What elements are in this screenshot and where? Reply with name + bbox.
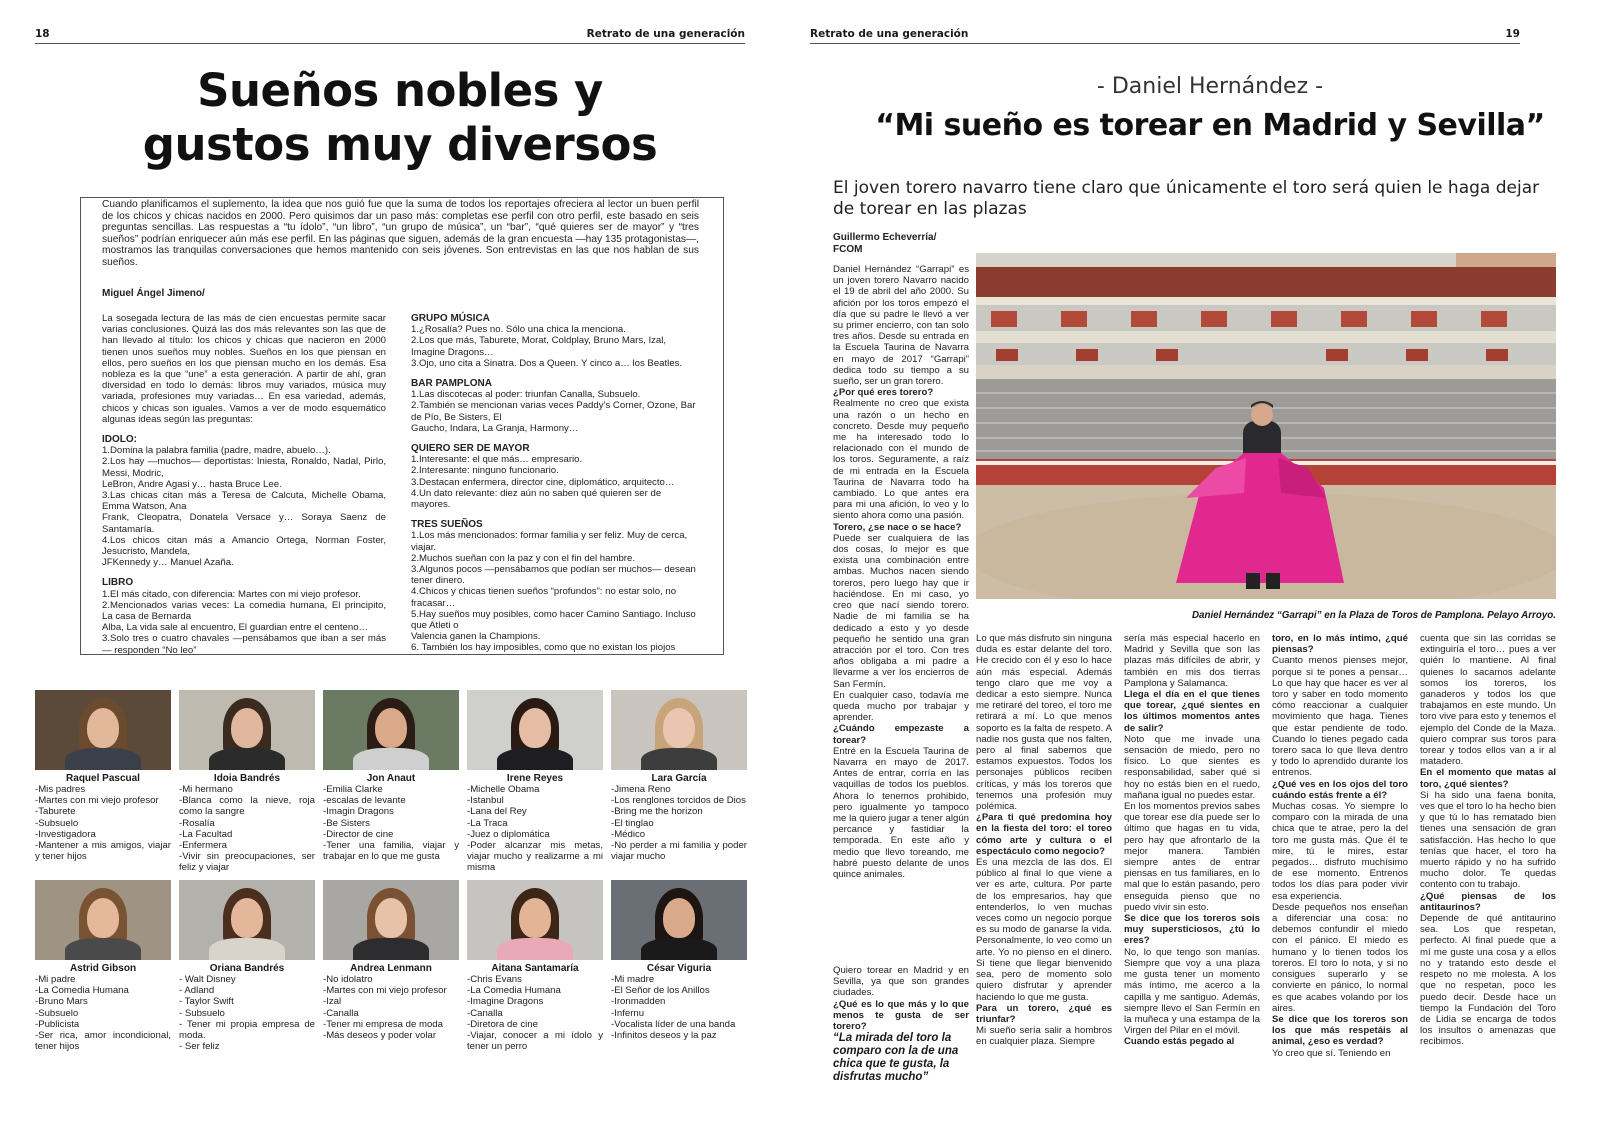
survey-section xyxy=(411,519,701,653)
respondent-answer: -Blanca como la nieve, roja como la sangre xyxy=(179,795,315,818)
respondent-answer: -Ser rica, amor incondicional, tener hijos xyxy=(35,1030,171,1053)
survey-line: 2.Mencionados varias veces: La comedia humana, El principito, La casa de Bernarda xyxy=(102,599,386,623)
interview-question: toro, en lo más íntimo, ¿qué piensas? xyxy=(1272,633,1408,656)
respondent-answer: -El tinglao xyxy=(611,817,654,829)
respondent-answer: -Vocalista líder de una banda xyxy=(611,1018,736,1030)
pull-quote: “La mirada del toro la comparo con la de una chica que te gusta, la disfrutas mucho” xyxy=(833,1032,959,1083)
respondent-photo xyxy=(35,880,171,960)
respondent-answer: -Tener mi empresa de moda xyxy=(323,1018,443,1030)
torso-shape xyxy=(497,748,573,770)
survey-section xyxy=(102,577,386,655)
respondent-card xyxy=(611,880,747,1041)
survey-line: 1.Domina la palabra familia (padre, madre, abuelo…). xyxy=(102,445,331,457)
respondent-photo xyxy=(323,880,459,960)
survey-column-left xyxy=(102,313,386,656)
torso-shape xyxy=(641,748,717,770)
respondent-name: Lara García xyxy=(651,773,707,784)
survey-line: Frank, Cleopatra, Donatela Versace y… Soraya Saenz de Santamaría. xyxy=(102,512,386,535)
survey-line: 3.Ojo, uno cita a Sinatra. Dos a Queen. Y cinco a… los Beatles. xyxy=(411,357,683,369)
respondent-name: César Viguria xyxy=(646,963,712,974)
respondent-name: Astrid Gibson xyxy=(69,963,137,974)
respondent-name: Idoia Bandrés xyxy=(213,773,281,784)
respondent-answer: -Bruno Mars xyxy=(35,996,88,1008)
respondent-answers xyxy=(179,784,315,874)
article-title xyxy=(60,64,740,172)
interview-column-5 xyxy=(1420,633,1556,1048)
interview-question: Cuando estás pegado al xyxy=(1124,1036,1235,1048)
survey-line: LeBron, Andre Agasi y… hasta Bruce Lee. xyxy=(102,478,282,490)
respondent-answers xyxy=(467,974,603,1052)
survey-line: 2.Interesante: ninguno funcionario. xyxy=(411,465,559,477)
respondent-answer: -Emilia Clarke xyxy=(323,784,383,795)
survey-line: JFKennedy y… Manuel Azaña. xyxy=(102,557,234,569)
respondent-answer: -No idolatro xyxy=(323,974,373,985)
face-shape xyxy=(87,708,119,748)
respondent-answer: -Diretora de cine xyxy=(467,1018,538,1030)
respondent-answer: -Taburete xyxy=(35,806,76,818)
respondent-answer: - Walt Disney xyxy=(179,974,236,985)
respondent-photo xyxy=(611,690,747,770)
respondent-photo xyxy=(179,690,315,770)
interview-column-3 xyxy=(1124,633,1260,1048)
respondent-answers xyxy=(35,974,171,1052)
respondent-answer: -escalas de levante xyxy=(323,795,406,807)
respondent-answer: -Más deseos y poder volar xyxy=(323,1030,437,1042)
respondent-card xyxy=(179,690,315,874)
respondent-answer: -Juez o diplomática xyxy=(467,828,550,840)
intro-paragraph: Cuando planificamos el suplemento, la idea que nos guió fue que la suma de todos los reportajes ofreciera al lector un buen perfil de los chicos y chicas nacidos en 2000. Pero quisimos dar un paso más: completas ese perfil con otro perfil, este basado en seis preguntas sencillas. Las respuestas a “tu ídolo”, “un libro”, “un grupo de música”, un “bar”, “qué quieres ser de mayor” y “tres sueños” podrían enriquecer aún más ese perfil. En las páginas que siguen, además de la gran encuesta —hay 135 protagonistas—, mostramos las tranquilas conversaciones que hemos mantenido con seis jóvenes. Son entrevistas en las que nos hablan de sus sueños. xyxy=(102,199,699,268)
survey-line: 2.También se mencionan varias veces Paddy’s Corner, Ozone, Bar de Pío, Be Sisters, El xyxy=(411,400,696,423)
survey-line: 4.Los chicos citan más a Amancio Ortega, Norman Foster, Jesucristo, Mandela, xyxy=(102,534,386,558)
respondent-card xyxy=(323,690,459,862)
interview-answer: Muchas cosas. Yo siempre lo comparo con la mirada de una chica que te atrae, pero la del toro me gusta más. Que él te mire, tú le mires, estar pegados… disfruto muchísimo de ese momento. Entrenos todos los días para poder vivir esa experiencia. xyxy=(1272,801,1408,902)
survey-line: 1.Los más mencionados: formar familia y ser feliz. Muy de cerca, viajar. xyxy=(411,530,688,553)
respondent-answer: -La Facultad xyxy=(179,828,233,840)
respondent-answer: -El Señor de los Anillos xyxy=(611,985,710,997)
torso-shape xyxy=(209,748,285,770)
respondent-answers xyxy=(179,974,315,1052)
respondent-name: Aitana Santamaría xyxy=(491,963,579,974)
interview-question: Llega el día en el que tienes que torear, ¿qué sientes en los últimos momentos antes de salir? xyxy=(1124,689,1260,734)
survey-section xyxy=(411,378,701,434)
torso-shape xyxy=(353,748,429,770)
left-page xyxy=(0,0,790,1124)
interview-answer: En los momentos previos sabes que torear ese día puede ser lo último que hagas en tu vida, pero hay que afrontarlo de la mejor manera. También siempre antes de entrar piensas en tus familiares, en lo mal que lo están pasando, pero enseguida pienso que no puedo vivir sin esto. xyxy=(1124,801,1260,913)
survey-line: 2.Muchos sueñan con la paz y con el fin del hambre. xyxy=(411,552,635,564)
interview-byline xyxy=(833,232,936,256)
respondent-answer: -Mi hermano xyxy=(179,784,233,795)
interview-answer: Yo creo que sí. Teniendo en xyxy=(1272,1047,1391,1059)
byline-org: FCOM xyxy=(833,244,863,255)
respondent-answer: -No perder a mi familia y poder viajar mucho xyxy=(611,840,747,863)
respondent-answers xyxy=(467,784,603,874)
face-shape xyxy=(375,898,407,938)
respondent-card xyxy=(467,690,603,874)
survey-column-right xyxy=(411,313,701,654)
respondent-answers xyxy=(323,784,459,862)
survey-line: 1.Las discotecas al poder: triunfan Canalla, Subsuelo. xyxy=(411,389,641,401)
face-shape xyxy=(375,708,407,748)
interview-question: ¿Cuándo empezaste a torear? xyxy=(833,723,969,746)
respondent-answer: -Enfermera xyxy=(179,840,227,852)
survey-line: Valencia ganen la Champions. xyxy=(411,631,541,643)
respondent-answer: -Imagine Dragons xyxy=(467,996,544,1008)
survey-section-heading: BAR PAMPLONA xyxy=(411,378,492,390)
interview-answer: Entré en la Escuela Taurina de Navarra en mayo de 2017. Antes de entrar, corría en las vaquillas de todos los pueblos. Ahora lo tenemos prohibido, pero igualmente yo tampoco me la quiero jugar a tener algún percance y fastidiar la temporada. En este año y medio que llevo toreando, me habré puesto delante de unos quince animales. xyxy=(833,745,969,880)
respondent-answer: -Rosalía xyxy=(179,817,215,829)
respondent-answer: -Director de cine xyxy=(323,828,394,840)
respondent-answer: -Bring me the horizon xyxy=(611,806,703,818)
respondent-answer: -Médico xyxy=(611,828,646,840)
respondent-answer: - Subsuelo xyxy=(179,1007,225,1019)
survey-section-heading: LIBRO xyxy=(102,577,134,589)
survey-line: 1.El más citado, con diferencia: Martes con mi viejo profesor. xyxy=(102,588,361,600)
section-title: Retrato de una generación xyxy=(586,28,745,40)
respondent-answer: -Subsuelo xyxy=(35,817,79,829)
interview-answer: Noto que me invade una sensación de miedo, pero no físico. Lo que sientes es responsabilidad, saber qué si hoy no estás bien en el ruedo, mañana igual no puedes estar. xyxy=(1124,733,1260,801)
interview-question: En el momento que matas al toro, ¿qué sientes? xyxy=(1420,767,1556,790)
survey-section-heading: GRUPO MÚSICA xyxy=(411,313,490,324)
respondent-answer: - Adland xyxy=(179,985,215,997)
survey-line: Gaucho, Indara, La Granja, Harmony… xyxy=(411,422,579,434)
photo-caption: Daniel Hernández “Garrapi” en la Plaza de Toros de Pamplona. Pelayo Arroyo. xyxy=(1191,610,1556,621)
interview-answer: No, lo que tengo son manías. Siempre que voy a una plaza me gusta tener un momento más íntimo, me acerco a la capilla y me santiguo. Además, siempre llevo el San Fermín en la muñeca y una estampa de la Virgen del Pilar en el móvil. xyxy=(1124,946,1260,1037)
respondent-answer: -Istanbul xyxy=(467,795,504,807)
survey-line: 4.Un dato relevante: diez aún no saben qué quieren ser de mayores. xyxy=(411,487,662,511)
survey-line: 3.Destacan enfermera, director cine, diplomático, arquitecto… xyxy=(411,476,675,488)
respondent-answer: -La Comedia Humana xyxy=(35,985,129,997)
respondent-answers xyxy=(323,974,459,1041)
page-header xyxy=(35,28,745,44)
interview-answer: Mi sueño sería salir a hombros en cualquier plaza. Siempre xyxy=(976,1025,1112,1048)
interview-answer: Cuanto menos pienses mejor, porque si te pones a pensar… Lo que hay que hacer es ver al toro y saber en todo momento cómo reaccionar a cualquier movimiento que haga. Tienes que estar pendiente de todo. Cuando lo tienes pegado cada torero saca lo que lleva dentro y todo lo aprendido durante los entrenos. xyxy=(1272,655,1408,779)
interview-answer: Es una mezcla de las dos. El público al final lo que viene a ver es arte, cultura. Por parte de los empresarios, hay que entenderlos, lo ven muchas veces como un negocio porque es su modo de ganarse la vida. Personalmente, lo veo como un arte. Yo no pienso en el dinero. Si tiene que llegar bienvenido sea, pero de momento solo quiero disfrutar y aprender haciendo lo que me gusta. xyxy=(976,857,1112,1003)
respondent-name: Raquel Pascual xyxy=(66,773,140,784)
respondent-answer: -Mis padres xyxy=(35,784,86,795)
survey-line: 2.Los que más, Taburete, Morat, Coldplay, Bruno Mars, Izal, Imagine Dragons… xyxy=(411,335,667,358)
interview-answer: Quiero torear en Madrid y en Sevilla, ya que son grandes ciudades. xyxy=(833,965,969,999)
respondent-answer: - Taylor Swift xyxy=(179,996,234,1008)
torso-shape xyxy=(353,938,429,960)
face-shape xyxy=(87,898,119,938)
interview-question: Torero, ¿se nace o se hace? xyxy=(833,521,962,533)
interview-answer: Desde pequeños nos enseñan a diferenciar una cosa: no debemos confundir el miedo con el pánico. El miedo es humano y lo tienen todos los toreros. El toro lo nota, y si no consigues superarlo y se convierte en pánico, lo normal es que acabes volando por los aires. xyxy=(1272,901,1408,1014)
interview-question: Se dice que los toreros sois muy supersticiosos, ¿tú lo eres? xyxy=(1124,913,1260,947)
respondent-answer: -Vivir sin preocupaciones, ser feliz y viajar xyxy=(179,851,315,874)
interview-answer: Lo que más disfruto sin ninguna duda es estar delante del toro. He crecido con él y eso lo hace aún más especial. Además tengo claro que me voy a dedicar a esto siempre. Nunca me retiraré del toreo, el toro me retirará a mí. Lo que menos soporto es la falta de respeto. A nadie nos gusta que nos falten, pero al final sabemos que estamos expuestos. Todos los personajes públicos reciben críticas, y más los toreros que tenemos una profesión muy polémica. xyxy=(976,633,1112,813)
respondent-photo xyxy=(323,690,459,770)
interview-headline: “Mi sueño es torear en Madrid y Sevilla” xyxy=(875,108,1545,143)
page-number: 18 xyxy=(35,28,50,40)
survey-line: 1.Interesante: el que más… empresario. xyxy=(411,454,583,466)
respondent-answer: -Martes con mi viejo profesor xyxy=(35,795,159,807)
respondent-answer: -Jimena Reno xyxy=(611,784,671,795)
title-line-2: gustos muy diversos xyxy=(142,118,658,171)
survey-line: 1.¿Rosalía? Pues no. Sólo una chica la menciona. xyxy=(411,324,626,336)
respondent-answer: -Mi padre xyxy=(35,974,76,985)
respondent-answer: -Be Sisters xyxy=(323,817,370,829)
respondent-answer: -Ironmadden xyxy=(611,996,666,1008)
respondent-answer: -Investigadora xyxy=(35,828,96,840)
torso-shape xyxy=(641,938,717,960)
respondent-answer: - Ser feliz xyxy=(179,1041,220,1053)
respondent-photo xyxy=(35,690,171,770)
interview-answer: En cualquier caso, todavía me queda mucho por trabajar y aprender. xyxy=(833,689,969,724)
respondent-card xyxy=(467,880,603,1052)
respondent-name: Irene Reyes xyxy=(506,773,564,784)
respondent-answer: -Infernu xyxy=(611,1007,645,1019)
interview-answer: sería más especial hacerlo en Madrid y Sevilla que son las plazas más difíciles de abrir, y también en mis dos tierras Pamplona y Salamanca. xyxy=(1124,633,1260,689)
interview-column-2 xyxy=(976,633,1112,1048)
torso-shape xyxy=(497,938,573,960)
respondent-photo xyxy=(611,880,747,960)
survey-line: 3.Las chicas citan más a Teresa de Calcuta, Michelle Obama, Emma Watson, Ana xyxy=(102,490,386,513)
face-shape xyxy=(663,898,695,938)
respondent-answers xyxy=(611,784,747,862)
interview-answer: Daniel Hernández “Garrapi” es un joven torero Navarro nacido el 19 de abril del año 2000. Su afición por los toros empezó el día que su padre le llevó a ver su primer encierro, con tan solo tres años. Desde su entrada en la Escuela Taurina de Navarra en mayo de 2017 “Garrapi” dedica todo su tiempo a su sueño, ser un gran torero. xyxy=(833,264,969,388)
page-number: 19 xyxy=(1505,28,1520,40)
survey-line: 6. También los hay imposibles, como que no existan los piojos xyxy=(411,642,676,654)
respondent-answers xyxy=(35,784,171,862)
respondent-answer: -Los renglones torcidos de Dios xyxy=(611,795,746,807)
byline: Miguel Ángel Jimeno/ xyxy=(102,288,205,299)
interview-question: ¿Qué ves en los ojos del toro cuándo estás frente a él? xyxy=(1272,778,1408,801)
respondent-answer: -Canalla xyxy=(467,1007,503,1019)
respondent-card xyxy=(179,880,315,1052)
respondent-answer: - Tener mi propia empresa de moda. xyxy=(179,1018,315,1042)
interview-question: Se dice que los toreros son los que más respetáis al animal, ¿eso es verdad? xyxy=(1272,1013,1408,1048)
interview-column-4 xyxy=(1272,633,1408,1059)
respondent-answer: -Imagin Dragons xyxy=(323,806,394,818)
survey-section xyxy=(411,443,701,510)
respondent-name: Oriana Bandrés xyxy=(209,963,285,974)
interview-answer: Depende de qué antitaurino sea. Los que respetan, perfecto. Al final puede que a mí me guste una cosa y a ellos no y tratando esto desde el respeto no me molesta. A los que no respetan, poco les puedo decir. Desde hace un tiempo la Fundación del Toro de Lidia se encarga de todos los insultos o amenazas que recibimos. xyxy=(1420,913,1556,1048)
interview-answer: Si ha sido una faena bonita, ves que el toro lo ha hecho bien y que tú lo has rematado bien tienes una sensación de gran satisfacción. Has hecho lo que tenías que hacer, el toro ha muerto rápido y no ha sufrido mucho dolor. Te quedas contento con tu trabajo. xyxy=(1420,789,1557,891)
interview-column-1-bottom xyxy=(833,965,969,1032)
respondent-answer: -Chris Evans xyxy=(467,974,522,985)
survey-section xyxy=(411,313,701,369)
survey-section-heading: IDOLO: xyxy=(102,434,137,446)
face-shape xyxy=(663,708,695,748)
respondent-answer: -Tener una familia, viajar y trabajar en lo que me gusta xyxy=(323,840,459,863)
interview-answer: cuenta que sin las corridas se extinguiría el toro… pues a ver quién lo mantiene. Al final quienes lo sacamos adelante somos los toreros, los ganaderos y todos los que trabajamos en este mundo. Un toro vive para esto y tenemos el ejemplo del Conde de la Maza. quiero comprar sus toros para torear y todos ellos van a ir al matadero. xyxy=(1420,633,1556,768)
byline-name: Guillermo Echeverría/ xyxy=(833,232,937,243)
respondent-answer: -Lana del Rey xyxy=(467,806,527,818)
face-shape xyxy=(519,708,551,748)
interview-question: ¿Qué piensas de los antitaurinos? xyxy=(1420,890,1556,913)
respondent-answers xyxy=(611,974,747,1041)
respondent-answer: -Izal xyxy=(323,996,342,1008)
title-line-1: Sueños nobles y xyxy=(197,64,603,117)
interview-answer: Puede ser cualquiera de las dos cosas, lo mejor es que exista una combinación entre ambas. Muchos nacen siendo toreros, pero luego hay que ir haciéndose. En mi caso, yo creo que nací siendo torero. Nadie de mi familia se ha dedicado a esto y yo desde pequeño he sentido una gran atracción por el toro. Con tres años obligaba a mi padre a llevarme a ver los encierros de San Fermín. xyxy=(833,532,969,690)
survey-intro: La sosegada lectura de las más de cien encuestas permite sacar varias conclusiones. Quizá las dos más relevantes son las que de han llevado al título: los chicos y chicas que nacieron en 2000 tienen unos sueños muy nobles. Sueños en los que piensan en ellos, pero sueños en los que piensan mucho en los demás. Esa nobleza es la que “une” a esta generación. A partir de ahí, gran diversidad en todo lo demás: libros muy variados, música muy variada, profesiones muy variadas… En esa variedad, además, chicos y chicas son iguales. Vamos a ver de modo esquemático algunas ideas según las preguntas: xyxy=(102,313,386,425)
interview-question: ¿Para ti qué predomina hoy en la fiesta del toro: el toreo cómo arte y cultura o el espectáculo como negocio? xyxy=(976,812,1112,857)
interview-subhead: El joven torero navarro tiene claro que únicamente el toro será quien le haga dejar de torear en las plazas xyxy=(833,178,1540,219)
interview-answer: Realmente no creo que exista una razón o un hecho en concreto. Desde muy pequeño me ha interesado todo lo relacionado con el mundo de los toros. Seguramente, a raíz de mi entrada en la Escuela Taurina de Navarra todo ha cambiado. Lo que antes era para mi una afición, lo veo y lo siento ahora como una pasión. xyxy=(833,398,969,522)
respondent-answer: -Subsuelo xyxy=(35,1007,79,1019)
respondent-answer: -Viajar, conocer a mi ídolo y tener un perro xyxy=(467,1030,603,1053)
bullring-illustration xyxy=(976,253,1556,599)
survey-section xyxy=(102,434,386,568)
respondent-answer: -Poder alcanzar mis metas, viajar mucho y realizarme a mi misma xyxy=(467,840,603,874)
interview-question: ¿Por qué eres torero? xyxy=(833,387,934,399)
face-shape xyxy=(519,898,551,938)
survey-section-heading: TRES SUEÑOS xyxy=(411,519,483,531)
respondent-answer: -Canalla xyxy=(323,1007,359,1019)
respondent-answer: -Mantener a mis amigos, viajar y tener hijos xyxy=(35,840,171,863)
respondent-photo xyxy=(179,880,315,960)
survey-line: 2.Los hay —muchos— deportistas: Iniesta, Ronaldo, Nadal, Pirlo, Messi, Modric, xyxy=(102,456,386,479)
respondent-photo xyxy=(467,880,603,960)
interview-question: ¿Qué es lo que más y lo que menos te gusta de ser torero? xyxy=(833,998,969,1033)
face-shape xyxy=(231,898,263,938)
respondent-answer: -Publicista xyxy=(35,1018,80,1030)
torso-shape xyxy=(65,938,141,960)
face-shape xyxy=(231,708,263,748)
respondent-name: Jon Anaut xyxy=(366,773,416,784)
respondent-photo xyxy=(467,690,603,770)
interview-kicker: - Daniel Hernández - xyxy=(1096,74,1324,99)
respondent-answer: -Martes con mi viejo profesor xyxy=(323,985,447,997)
interview-question: Para un torero, ¿qué es triunfar? xyxy=(976,1002,1112,1025)
survey-line: 5.Hay sueños muy posibles, como hacer Camino Santiago. Incluso que Atleti o xyxy=(411,608,696,632)
bullring-photo xyxy=(976,253,1556,599)
respondent-card xyxy=(35,690,171,862)
survey-line: 3.Solo tres o cuatro chavales —pensábamos que iban a ser más— responden “No leo” xyxy=(102,633,386,656)
interview-column-1 xyxy=(833,264,969,880)
respondent-answer: -La Traca xyxy=(467,817,508,829)
page-header xyxy=(810,28,1520,44)
respondent-name: Andrea Lenmann xyxy=(350,963,432,974)
respondent-answer: -Mi madre xyxy=(611,974,655,985)
respondent-card xyxy=(611,690,747,862)
respondent-answer: -Michelle Obama xyxy=(467,784,540,795)
section-title: Retrato de una generación xyxy=(810,28,969,40)
respondent-answer: -La Comedia Humana xyxy=(467,985,561,997)
torso-shape xyxy=(65,748,141,770)
respondent-card xyxy=(35,880,171,1052)
survey-line: 3.Algunos pocos —pensábamos que podían ser muchos— desean tener dinero. xyxy=(411,564,696,587)
respondent-answer: -Infinitos deseos y la paz xyxy=(611,1030,717,1042)
survey-line: 4.Chicos y chicas tienen sueños “profundos”: no estar solo, no fracasar… xyxy=(411,586,677,609)
torso-shape xyxy=(209,938,285,960)
survey-line: Alba, La vida sale al encuentro, El guardian entre el centeno… xyxy=(102,622,369,634)
survey-section-heading: QUIERO SER DE MAYOR xyxy=(411,443,530,455)
respondent-card xyxy=(323,880,459,1041)
